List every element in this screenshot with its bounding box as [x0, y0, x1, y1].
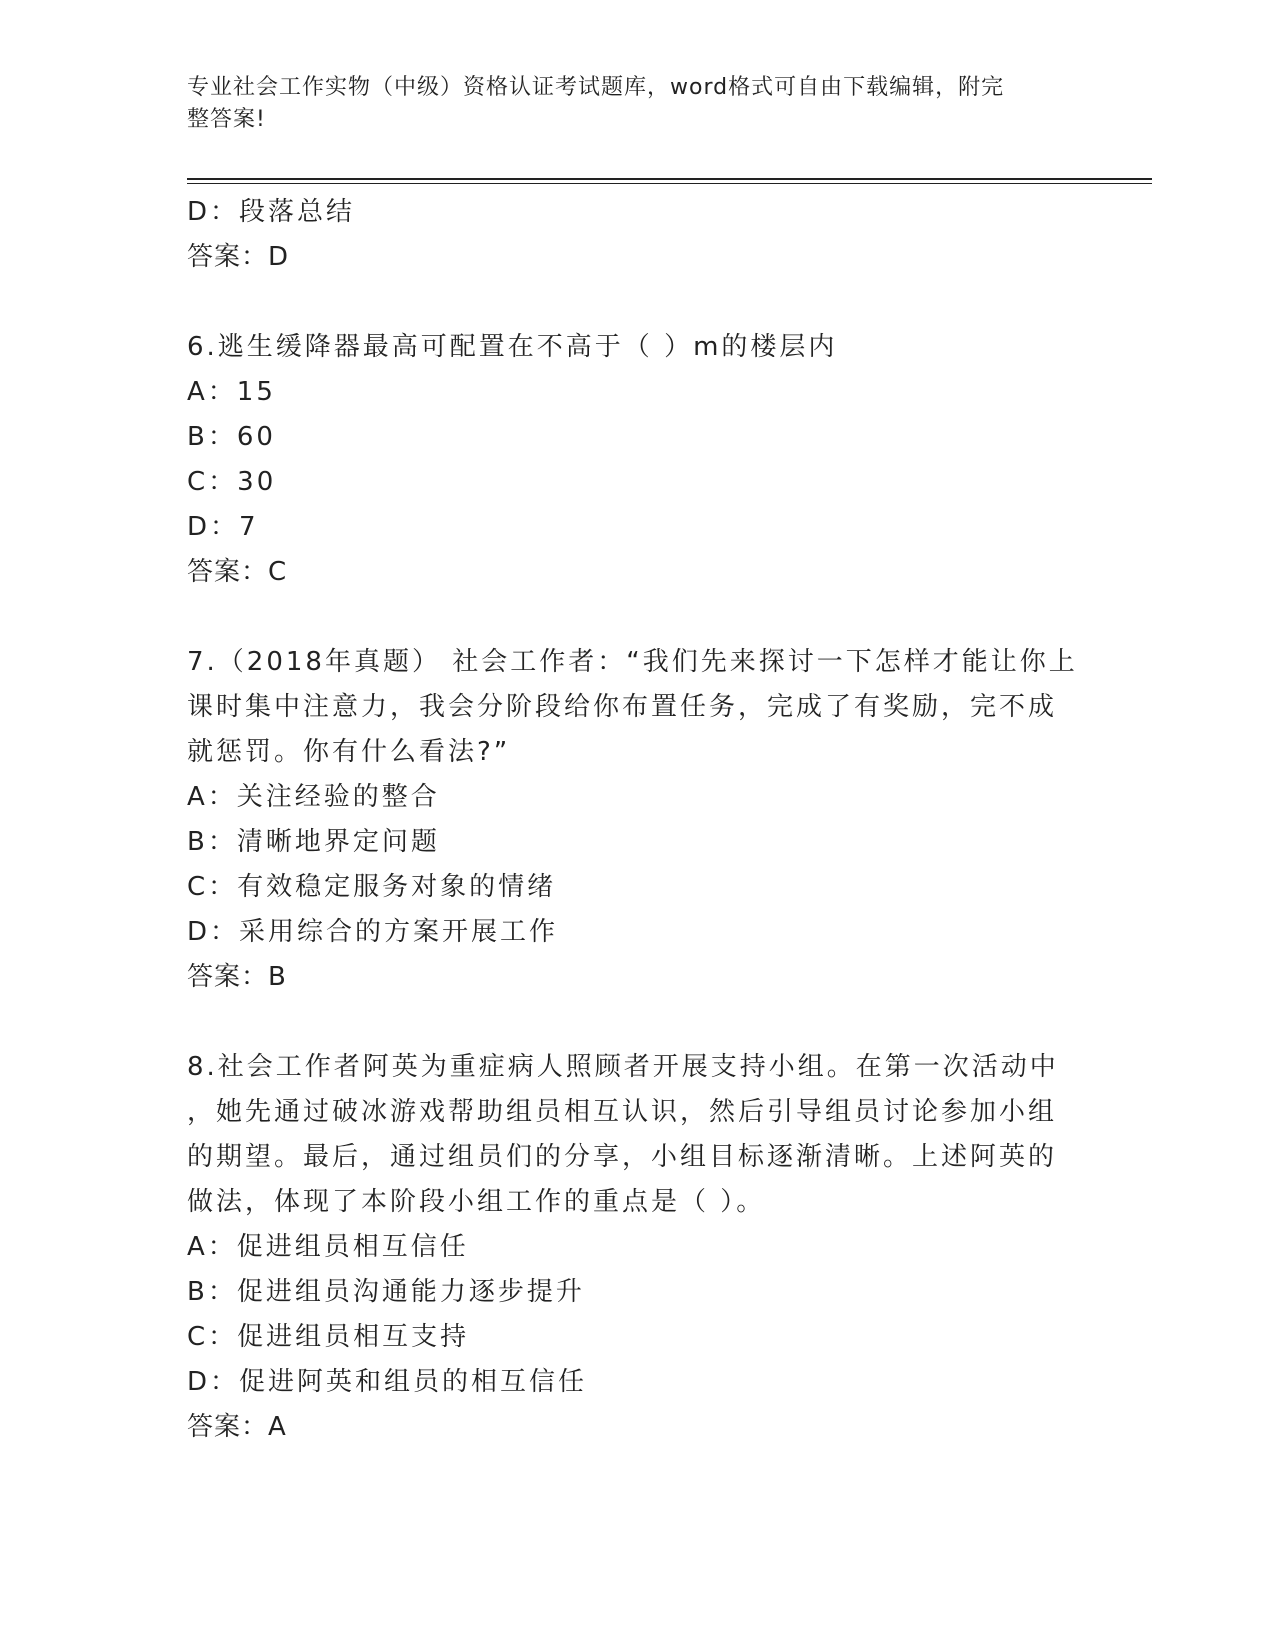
option-b: B：清晰地界定问题	[187, 827, 440, 857]
header-line-1: 专业社会工作实物（中级）资格认证考试题库，word格式可自由下载编辑，附完	[187, 75, 1005, 100]
answer-line: 答案：A	[187, 1412, 287, 1442]
question-7	[187, 640, 1087, 1000]
option-b: B：促进组员沟通能力逐步提升	[187, 1277, 585, 1307]
option-d: D：采用综合的方案开展工作	[187, 917, 559, 947]
answer-line: 答案：C	[187, 557, 288, 587]
answer-line: 答案：D	[187, 242, 290, 272]
option-c: C：有效稳定服务对象的情绪	[187, 872, 557, 902]
option-c: C：30	[187, 467, 277, 497]
question-list	[187, 190, 1087, 1450]
option-a: A：关注经验的整合	[187, 782, 440, 812]
question-stem-line-3: 的期望。最后，通过组员们的分享，小组目标逐渐清晰。上述阿英的	[187, 1142, 1058, 1172]
option-a: A：促进组员相互信任	[187, 1232, 469, 1262]
option-d: D：段落总结	[187, 197, 356, 227]
header-line-2: 整答案!	[187, 107, 266, 132]
question-stem: 6.逃生缓降器最高可配置在不高于（ ）m的楼层内	[187, 332, 838, 362]
answer-line: 答案：B	[187, 962, 287, 992]
question-stem-line-4: 做法，体现了本阶段小组工作的重点是（ ）。	[187, 1187, 766, 1217]
question-stem-line-2: ，她先通过破冰游戏帮助组员相互认识，然后引导组员讨论参加小组	[187, 1097, 1058, 1127]
option-d: D：促进阿英和组员的相互信任	[187, 1367, 588, 1397]
option-a: A：15	[187, 377, 276, 407]
previous-question-tail	[187, 190, 1087, 280]
question-8	[187, 1045, 1087, 1450]
page-header	[187, 72, 1067, 136]
header-rule-thick	[187, 178, 1152, 180]
option-c: C：促进组员相互支持	[187, 1322, 470, 1352]
option-b: B：60	[187, 422, 276, 452]
question-stem-line-2: 课时集中注意力，我会分阶段给你布置任务，完成了有奖励，完不成	[187, 692, 1058, 722]
header-rule-thin	[187, 183, 1152, 184]
question-6	[187, 325, 1087, 595]
question-stem-line-1: 7.（2018年真题） 社会工作者：“我们先来探讨一下怎样才能让你上	[187, 647, 1078, 677]
question-stem-line-3: 就惩罚。你有什么看法?”	[187, 737, 511, 767]
option-d: D：7	[187, 512, 259, 542]
question-stem-line-1: 8.社会工作者阿英为重症病人照顾者开展支持小组。在第一次活动中	[187, 1052, 1059, 1082]
